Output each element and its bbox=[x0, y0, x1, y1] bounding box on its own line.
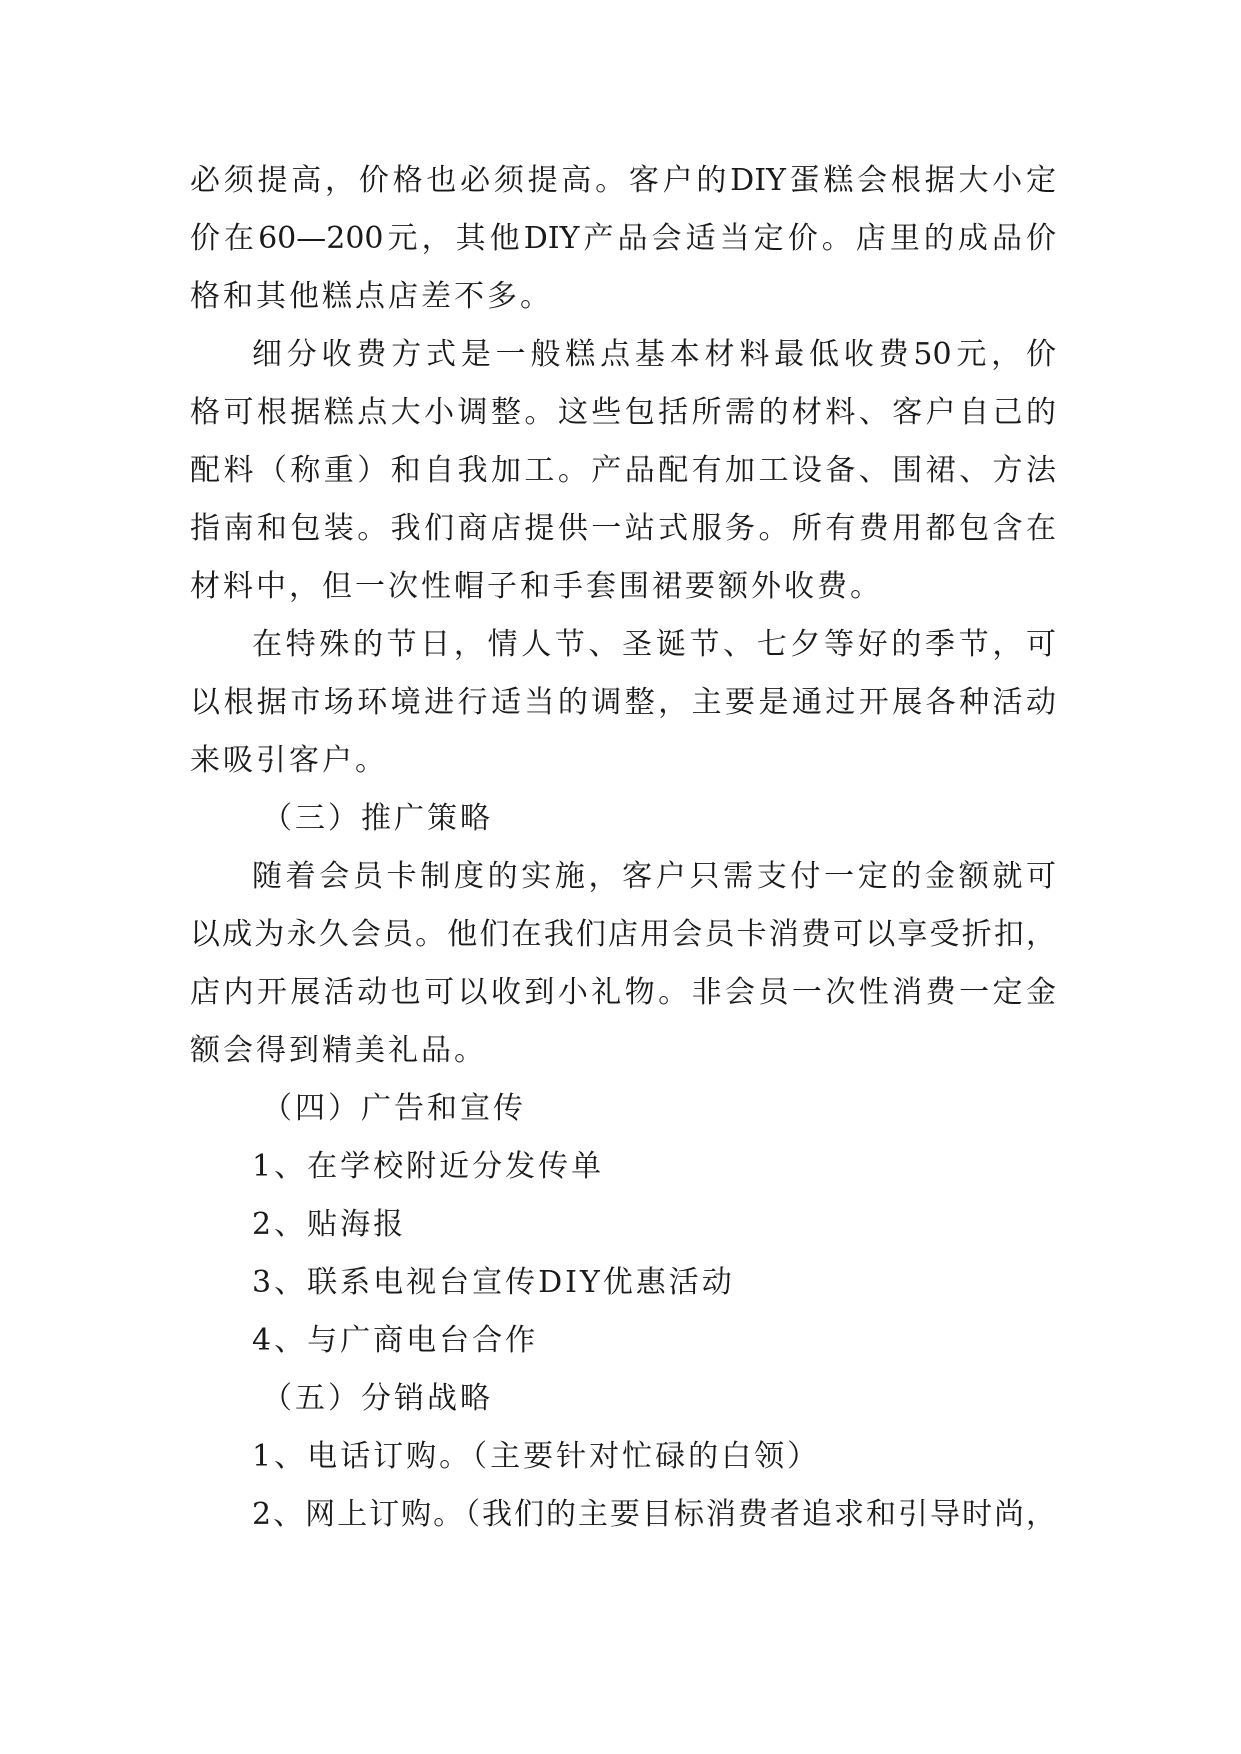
paragraph-line: 细分收费方式是一般糕点基本材料最低收费50元，价 bbox=[252, 337, 1056, 372]
paragraph-line: 材料中，但一次性帽子和手套围裙要额外收费。 bbox=[190, 569, 883, 604]
section-heading: （三）推广策略 bbox=[262, 801, 493, 836]
paragraph-line: 额会得到精美礼品。 bbox=[190, 1033, 487, 1068]
paragraph-line: 店内开展活动也可以收到小礼物。非会员一次性消费一定金 bbox=[190, 975, 1056, 1010]
paragraph-line: 指南和包装。我们商店提供一站式服务。所有费用都包含在 bbox=[190, 511, 1056, 546]
list-item: 4、与广商电台合作 bbox=[252, 1323, 539, 1358]
paragraph-line: 来吸引客户。 bbox=[190, 743, 388, 778]
list-item: 3、联系电视台宣传DIY优惠活动 bbox=[252, 1265, 735, 1300]
body-text bbox=[190, 152, 1056, 1544]
list-item: 2、网上订购。（我们的主要目标消费者追求和引导时尚， bbox=[252, 1497, 1056, 1532]
paragraph-line: 在特殊的节日，情人节、圣诞节、七夕等好的季节，可 bbox=[252, 627, 1056, 662]
paragraph-line: 必须提高，价格也必须提高。客户的DIY蛋糕会根据大小定 bbox=[190, 163, 1056, 198]
list-item: 1、电话订购。（主要针对忙碌的白领） bbox=[252, 1439, 821, 1474]
paragraph-line: 以成为永久会员。他们在我们店用会员卡消费可以享受折扣， bbox=[190, 917, 1056, 952]
list-item: 1、在学校附近分发传单 bbox=[252, 1149, 605, 1184]
paragraph-line: 配料（称重）和自我加工。产品配有加工设备、围裙、方法 bbox=[190, 453, 1056, 488]
list-item: 2、贴海报 bbox=[252, 1207, 407, 1242]
paragraph-line: 随着会员卡制度的实施，客户只需支付一定的金额就可 bbox=[252, 859, 1056, 894]
section-heading: （五）分销战略 bbox=[262, 1381, 493, 1416]
paragraph-line: 价在60—200元，其他DIY产品会适当定价。店里的成品价 bbox=[190, 221, 1056, 256]
paragraph-line: 以根据市场环境进行适当的调整，主要是通过开展各种活动 bbox=[190, 685, 1056, 720]
section-heading: （四）广告和宣传 bbox=[262, 1091, 526, 1126]
paragraph-line: 格可根据糕点大小调整。这些包括所需的材料、客户自己的 bbox=[190, 395, 1056, 430]
paragraph-line: 格和其他糕点店差不多。 bbox=[190, 279, 553, 314]
